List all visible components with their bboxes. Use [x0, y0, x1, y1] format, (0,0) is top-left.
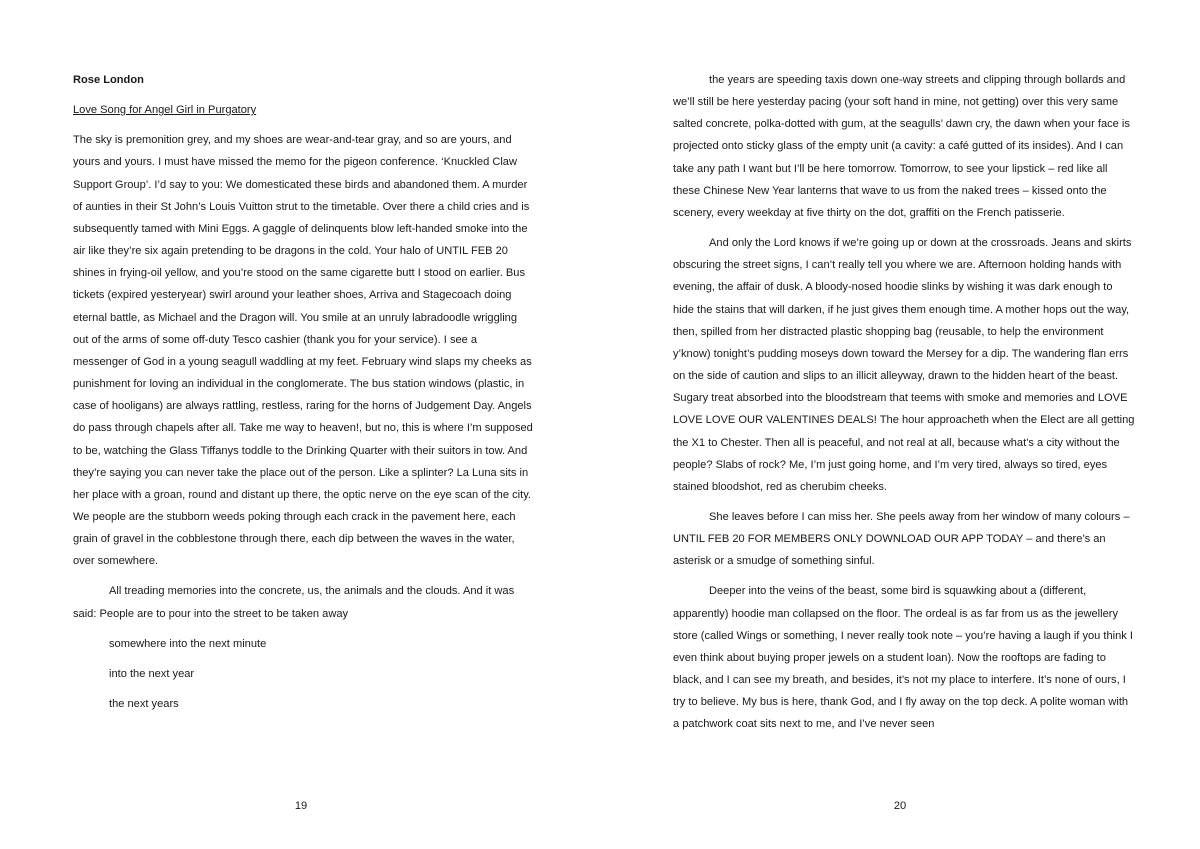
paragraph: And only the Lord knows if we’re going up or down at the crossroads. Jeans and skirts obscuring the street signs, I can’t really tell you where we are. Afternoon holding hands with evening, the affair of dusk. A bloody-nosed hoodie slinks by wishing it was dark enough to hide the stains that will darken, if he just gives them enough time. A mother hops out the way, then, spilled from her distracted plastic shopping bag (reusable, to help the environment y’know) tonight’s pudding moseys down toward the Mersey for a dip. The wandering flan errs on the side of caution and slips to an illicit alleyway, drawn to the hidden heart of the beast. Sugary treat absorbed into the bloodstream that teems with smoke and memories and LOVE LOVE LOVE OUR VALENTINES DEALS! The hour approacheth when the Elect are all getting the X1 to Chester. Then all is peaceful, and not real at all, because what’s a city without the people? Slabs of rock? Me, I’m just going home, and I’m very tired, always so tired, eyes stained bloodshot, red as cherubim cheeks.: [673, 237, 1135, 493]
right-page: [600, 0, 1200, 849]
right-page-text-column: [673, 69, 1135, 744]
paragraph: Deeper into the veins of the beast, some bird is squawking about a (different, apparently) hoodie man collapsed on the floor. The ordeal is as far from us as the jewellery store (called Wings or something, I never really took note – you’re having a laugh if you think I even think about buying proper jewels on a student loan). Now the rooftops are fading to black, and I can see my breath, and besides, it’s not my place to interfere. It’s none of ours, I try to believe. My bus is here, thank God, and I fly away on the top deck. A polite woman with a patchwork coat sits next to me, and I’ve never seen: [673, 585, 1134, 731]
verse-line: the next years: [109, 698, 179, 711]
page-number: 20: [893, 800, 907, 812]
verse-line: into the next year: [109, 667, 195, 680]
paragraph: the years are speeding taxis down one-way streets and clipping through bollards and we’ll still be here yesterday pacing (your soft hand in mine, not getting) over this very same salted concrete, polka-dotted with gum, at the seagulls’ dawn cry, the dawn when your face is projected onto sticky glass of the empty unit (a cavity: a café gutted of its insides). And I can take any path I want but I’ll be here tomorrow. Tomorrow, to see your lipstick – red like all these Chinese New Year lanterns that wave to us from the naked trees – kissed onto the scenery, every weekday at five thirty on the dot, graffiti on the French patisserie.: [673, 74, 1130, 219]
paragraph: The sky is premonition grey, and my shoes are wear-and-tear gray, and so are yours, and yours and yours. I must have missed the memo for the pigeon conference. ‘Knuckled Claw Support Group’. I’d say to you: We domesticated these birds and abandoned them. A murder of aunties in their St John’s Louis Vuitton strut to the timetable. Over there a child cries and is subsequently tamed with Mini Eggs. A gaggle of delinquents blow left-handed smoke into the air like they’re six again pretending to be dragons in the cold. Your halo of UNTIL FEB 20 shines in frying-oil yellow, and you’re stood on the same cigarette butt I stood on earlier. Bus tickets (expired yesteryear) swirl around your leather shoes, Arriva and Stagecoach doing eternal battle, as Michael and the Dragon will. You smile at an unruly labradoodle wriggling out of the arms of some off-duty Tesco cashier (thank you for your service). I see a messenger of God in a young seagull waddling at my feet. February wind slaps my cheeks as punishment for loving an individual in the conglomerate. The bus station windows (plastic, in case of hooligans) are always rattling, restless, raring for the horns of Judgement Day. Angels do pass through chapels after all. Take me way to heaven!, but no, this is where I’m supposed to be, watching the Glass Tiffanys toddle to the Drinking Quarter with their suitors in tow. And they’re saying you can never take the place out of the person. Like a splinter? La Luna sits in her place with a groan, round and distant up there, the optic nerve on the eye scan of the city. We people are the stubborn weeds poking through each crack in the pavement here, each grain of gravel in the cobblestone through there, each dip between the waves in the water, over somewhere.: [73, 134, 533, 568]
paragraph: All treading memories into the concrete, us, the animals and the clouds. And it was said: People are to pour into the street to be taken away: [73, 585, 515, 620]
author-name: Rose London: [73, 74, 144, 86]
paragraph: She leaves before I can miss her. She peels away from her window of many colours – UNTIL FEB 20 FOR MEMBERS ONLY DOWNLOAD OUR APP TODAY – and there’s an asterisk or a smudge of something sinful.: [673, 510, 1130, 568]
poem-title: Love Song for Angel Girl in Purgatory: [73, 104, 257, 117]
verse-line: somewhere into the next minute: [109, 637, 267, 650]
left-page-text-column: [73, 69, 533, 723]
page-number: 19: [294, 800, 308, 812]
